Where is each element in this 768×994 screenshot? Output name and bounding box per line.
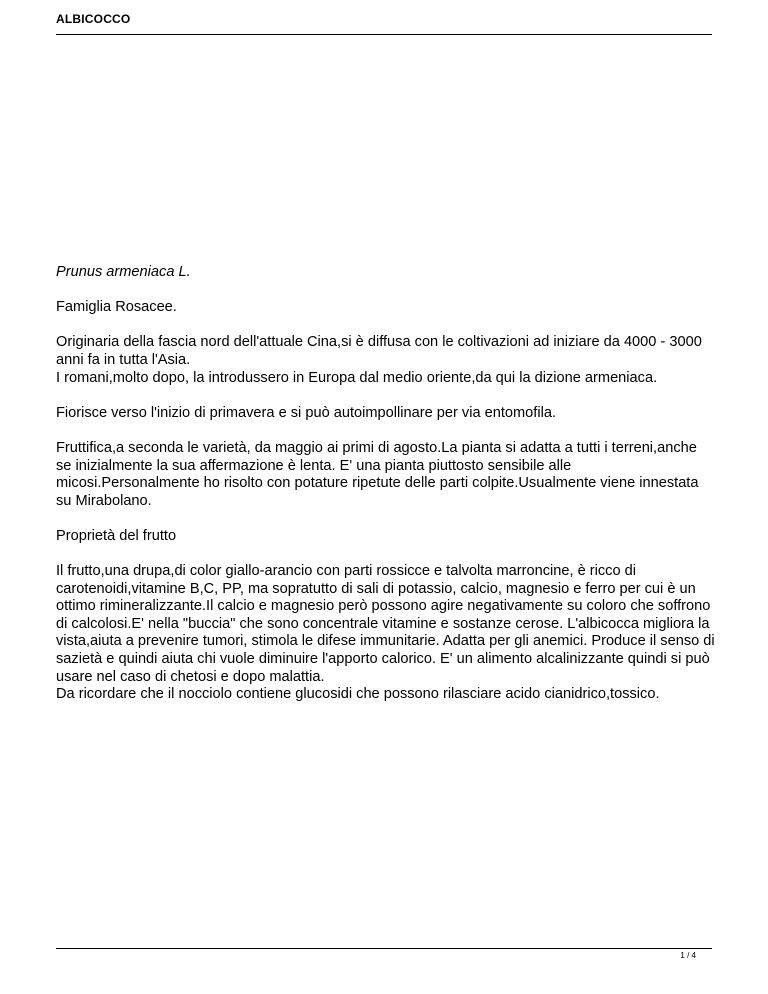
- fruiting-paragraph: Fruttifica,a seconda le varietà, da maggio ai primi di agosto.La pianta si adatta a tutti i terreni,anche se inizialmente la sua affermazione è lenta. E' una pianta piuttosto sensibile alle micosi.Personalmente ho risolto con potature ripetute delle parti colpite.Usualmente viene innestata su Mirabolano.: [56, 439, 699, 509]
- article-body: [56, 264, 716, 704]
- flowering-paragraph: Fiorisce verso l'inizio di primavera e si può autoimpollinare per via entomofila.: [56, 404, 557, 421]
- origin-text: Originaria della fascia nord dell'attuale Cina,si è diffusa con le coltivazioni ad iniziare da 4000 - 3000 anni fa in tutta l'Asia.: [56, 334, 702, 368]
- properties-text: Il frutto,una drupa,di color giallo-arancio con parti rossicce e talvolta marroncine, è ricco di carotenoidi,vitamine B,C, PP, ma sopratutto di sali di potassio, calcio, magnesio e ferro per cui è un ottimo rimineralizzante.Il calcio e magnesio però possono agire negativamente su coloro che soffrono di calcolosi.E' nella "buccia" che sono concentrale vitamine e sostanze cerose. L'albicocca migliora la vista,aiuta a prevenire tumori, stimola le difese immunitarie. Adatta per gli anemici. Produce il senso di sazietà e quindi aiuta chi vuole diminuire l'apporto calorico. E' un alimento alcalinizzante quindi si può usare nel caso di chetosi e dopo malattia.: [56, 563, 715, 685]
- warning-text: Da ricordare che il nocciolo contiene glucosidi che possono rilasciare acido cianidrico,tossico.: [56, 686, 660, 703]
- properties-paragraph: [56, 563, 716, 704]
- properties-heading: Proprietà del frutto: [56, 527, 177, 544]
- origin-paragraph: [56, 334, 716, 387]
- origin-text-continued: I romani,molto dopo, la introdussero in Europa dal medio oriente,da qui la dizione armeniaca.: [56, 369, 658, 386]
- page-header: [56, 12, 712, 35]
- family-paragraph: Famiglia Rosacee.: [56, 299, 177, 316]
- page-footer: [56, 948, 712, 960]
- botanical-name: Prunus armeniaca L.: [56, 264, 191, 280]
- document-title: ALBICOCCO: [56, 12, 131, 26]
- page-number: 1 / 4: [680, 951, 696, 960]
